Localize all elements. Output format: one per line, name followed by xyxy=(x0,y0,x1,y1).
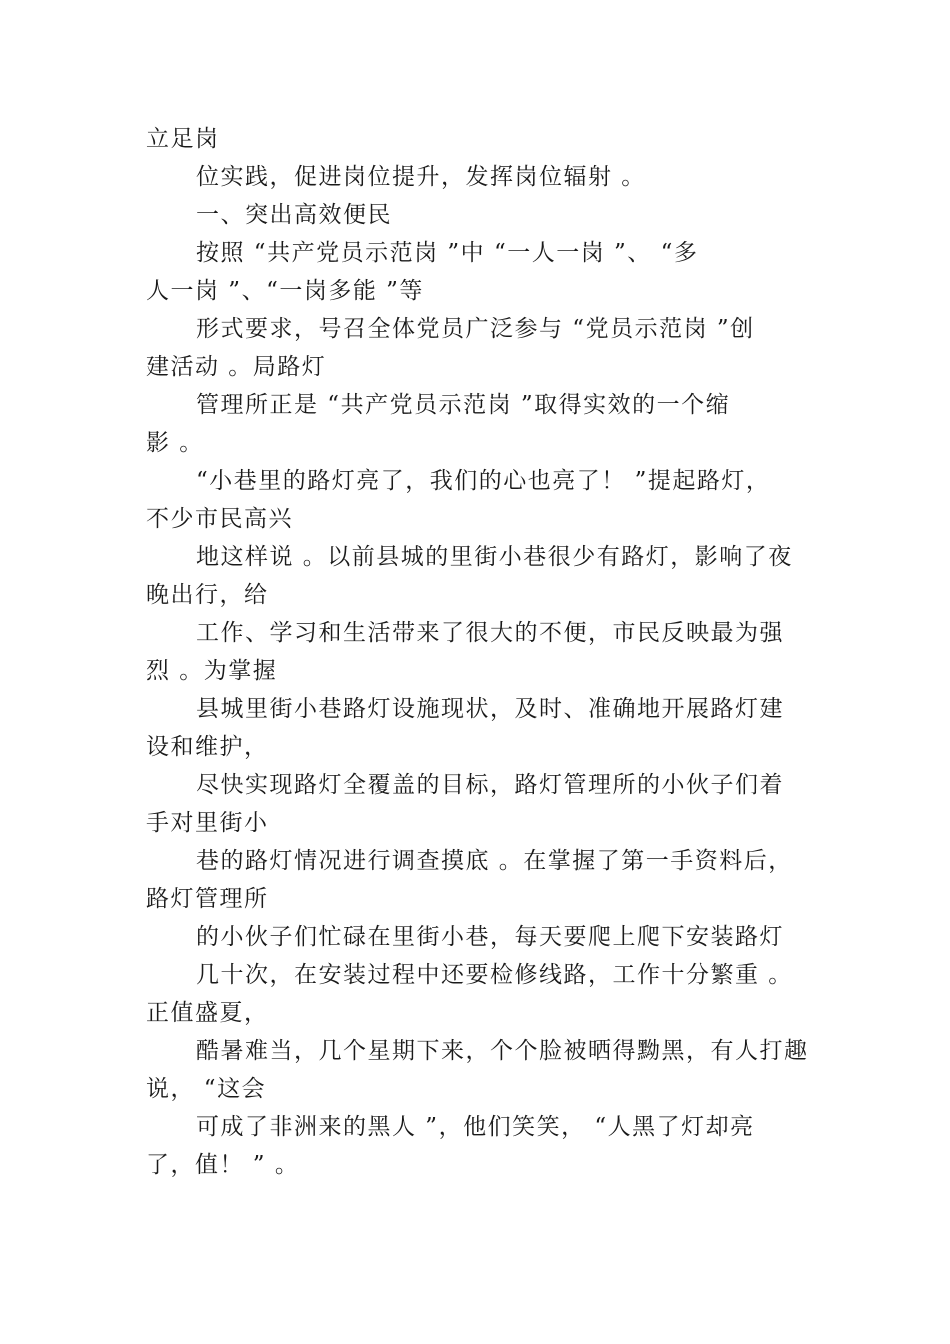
text-line: 烈 。为掌握 xyxy=(146,658,278,684)
text-line: 的小伙子们忙碌在里街小巷，每天要爬上爬下安装路灯 xyxy=(196,924,784,950)
text-line: 人一岗 ”、“一岗多能 ”等 xyxy=(146,278,424,304)
text-line: 手对里街小 xyxy=(146,810,269,836)
text-line: 路灯管理所 xyxy=(146,886,269,912)
text-line: 不少市民高兴 xyxy=(146,506,293,532)
text-line: 位实践，促进岗位提升，发挥岗位辐射 。 xyxy=(196,164,646,190)
text-line: 说， “这会 xyxy=(146,1076,267,1102)
document-body xyxy=(146,120,811,1184)
text-line: 晚出行，给 xyxy=(146,582,269,608)
text-line: 形式要求，号召全体党员广泛参与 “党员示范岗 ”创 xyxy=(196,316,755,342)
section-heading: 一、突出高效便民 xyxy=(196,202,392,228)
text-line: 管理所正是 “共产党员示范岗 ”取得实效的一个缩 xyxy=(196,392,731,418)
text-line: 地这样说 。以前县城的里街小巷很少有路灯，影响了夜 xyxy=(196,544,793,570)
text-line: 工作、学习和生活带来了很大的不便，市民反映最为强 xyxy=(196,620,784,646)
text-line: 尽快实现路灯全覆盖的目标，路灯管理所的小伙子们着 xyxy=(196,772,784,798)
text-line: 正值盛夏， xyxy=(146,1000,269,1026)
text-line: “小巷里的路灯亮了，我们的心也亮了！ ”提起路灯， xyxy=(196,468,771,494)
text-line: 按照 “共产党员示范岗 ”中 “一人一岗 ”、 “多 xyxy=(196,240,699,266)
text-line: 立足岗 xyxy=(146,126,220,152)
text-line: 几十次，在安装过程中还要检修线路，工作十分繁重 。 xyxy=(196,962,793,988)
text-line: 可成了非洲来的黑人 ”，他们笑笑， “人黑了灯却亮 xyxy=(196,1114,755,1140)
text-line: 建活动 。局路灯 xyxy=(146,354,327,380)
text-line: 设和维护， xyxy=(146,734,269,760)
text-line: 影 。 xyxy=(146,430,204,456)
text-line: 巷的路灯情况进行调查摸底 。在掌握了第一手资料后， xyxy=(196,848,793,874)
text-line: 了，值！ ” 。 xyxy=(146,1152,300,1178)
text-line: 酷暑难当，几个星期下来，个个脸被晒得黝黑，有人打趣 xyxy=(196,1038,809,1064)
text-line: 县城里街小巷路灯设施现状，及时、准确地开展路灯建 xyxy=(196,696,784,722)
